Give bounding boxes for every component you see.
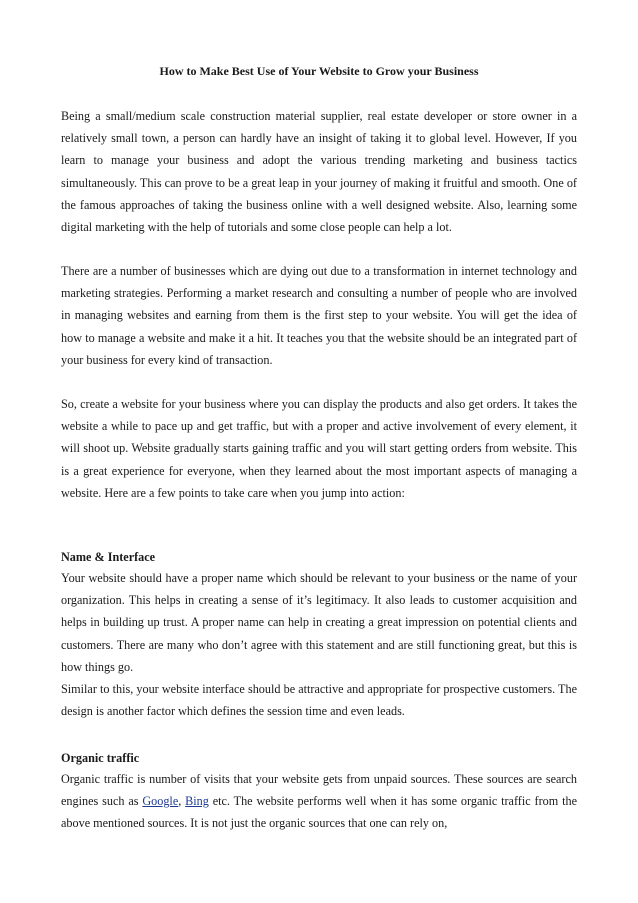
google-link[interactable]: Google [142,794,179,809]
paragraph-market-research [61,260,577,371]
section-heading: Name & Interface [61,550,156,564]
paragraph-text: Organic traffic is number of visits that your website gets from unpaid sources. These sources are search engines such as [61,772,577,809]
section-paragraph: Your website should have a proper name which should be relevant to your business or the name of your organization. This helps in creating a sense of it’s legitimacy. It also leads to customer acquisition and helps in building up trust. A proper name can help in creating a great impression on potential clients and customers. There are many who don’t agree with this statement and are still functioning great, but this is how things go. [61,571,577,674]
section-heading: Organic traffic [61,751,140,765]
section-paragraph [61,768,577,835]
bing-link[interactable]: Bing [185,794,209,809]
link-separator: , [178,794,186,809]
section-paragraph: Similar to this, your website interface should be attractive and appropriate for prospective customers. The design is another factor which defines the session time and even leads. [61,682,577,719]
document-title: How to Make Best Use of Your Website to Grow your Business [159,64,479,78]
section-organic-traffic [61,748,577,835]
paragraph-text: Being a small/medium scale construction material supplier, real estate developer or store owner in a relatively small town, a person can hardly have an insight of taking it to global level. However, If you learn to manage your business and adopt the various trending marketing and business tactics simultaneously. This can prove to be a great leap in your journey of making it fruitful and smooth. One of the famous approaches of taking the business online with a well designed website. Also, learning some digital marketing with the help of tutorials and some close people can help a lot. [61,109,577,235]
paragraph-text: So, create a website for your business where you can display the products and also get orders. It takes the website a while to pace up and get traffic, but with a proper and active involvement of every element, it will shoot up. Website gradually starts gaining traffic and you will start getting orders from website. This is a great experience for everyone, when they learned about the most important aspects of managing a website. Here are a few points to take care when you jump into action: [61,397,577,500]
paragraph-text: There are a number of businesses which are dying out due to a transformation in internet technology and marketing strategies. Performing a market research and consulting a number of people who are involved in managing websites and earning from them is the first step to your website. You will get the idea of how to manage a website and make it a hit. It teaches you that the website should be an integrated part of your business for every kind of transaction. [61,264,577,367]
paragraph-text: etc. The website performs well when it has some organic traffic from the above mentioned sources. It is not just the organic sources that one can rely on, [61,794,577,831]
section-name-interface [61,547,577,722]
paragraph-intro [61,105,577,238]
paragraph-create-website [61,393,577,504]
